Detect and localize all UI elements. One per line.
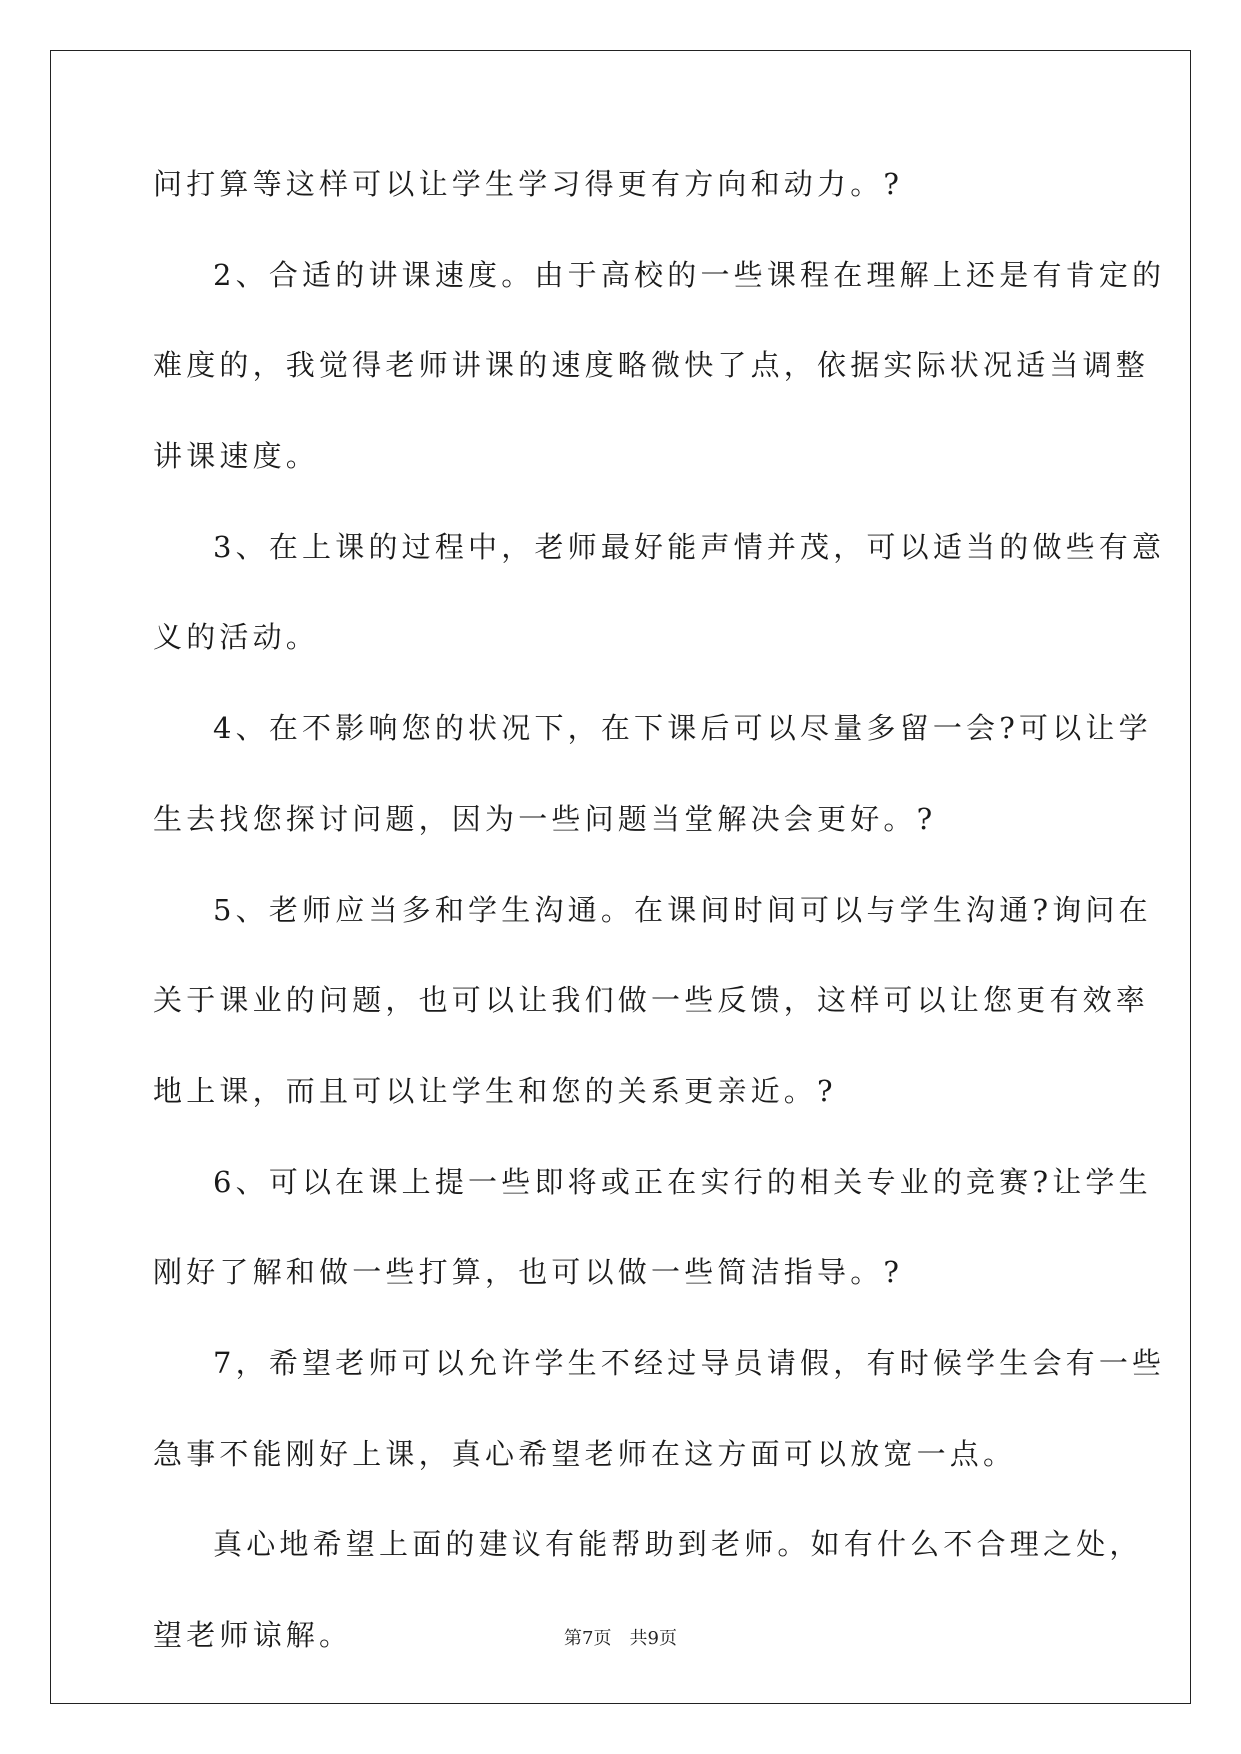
text-line: 3、在上课的过程中，老师最好能声情并茂，可以适当的做些有意 [213, 529, 1166, 564]
text-line: 6、可以在课上提一些即将或正在实行的相关专业的竞赛?让学生 [213, 1164, 1152, 1199]
text-line: 4、在不影响您的状况下，在下课后可以尽量多留一会?可以让学 [213, 711, 1152, 746]
text-line: 地上课，而且可以让学生和您的关系更亲近。? [153, 1073, 837, 1108]
text-line: 真心地希望上面的建议有能帮助到老师。如有什么不合理之处， [213, 1527, 1143, 1562]
text-line: 5、老师应当多和学生沟通。在课间时间可以与学生沟通?询问在 [213, 892, 1152, 927]
current-page-number: 第7页 [564, 1628, 612, 1649]
text-line: 生去找您探讨问题，因为一些问题当堂解决会更好。? [153, 801, 937, 836]
text-line: 7，希望老师可以允许学生不经过导员请假，有时候学生会有一些 [213, 1345, 1166, 1380]
text-line: 问打算等这样可以让学生学习得更有方向和动力。? [153, 167, 904, 201]
text-line: 难度的，我觉得老师讲课的速度略微快了点，依据实际状况适当调整 [153, 348, 1150, 383]
document-body [153, 166, 1166, 1708]
text-line: 关于课业的问题，也可以让我们做一些反馈，这样可以让您更有效率 [153, 983, 1150, 1018]
page-footer [0, 1627, 1241, 1651]
text-line: 刚好了解和做一些打算，也可以做一些简洁指导。? [153, 1255, 904, 1290]
total-page-count: 共9页 [629, 1628, 677, 1649]
text-line: 望老师谅解。 [153, 1618, 353, 1652]
text-line: 2、合适的讲课速度。由于高校的一些课程在理解上还是有肯定的 [213, 257, 1166, 292]
text-line: 义的活动。 [153, 620, 320, 655]
text-line: 急事不能刚好上课，真心希望老师在这方面可以放宽一点。 [153, 1436, 1017, 1471]
text-line: 讲课速度。 [153, 439, 320, 474]
